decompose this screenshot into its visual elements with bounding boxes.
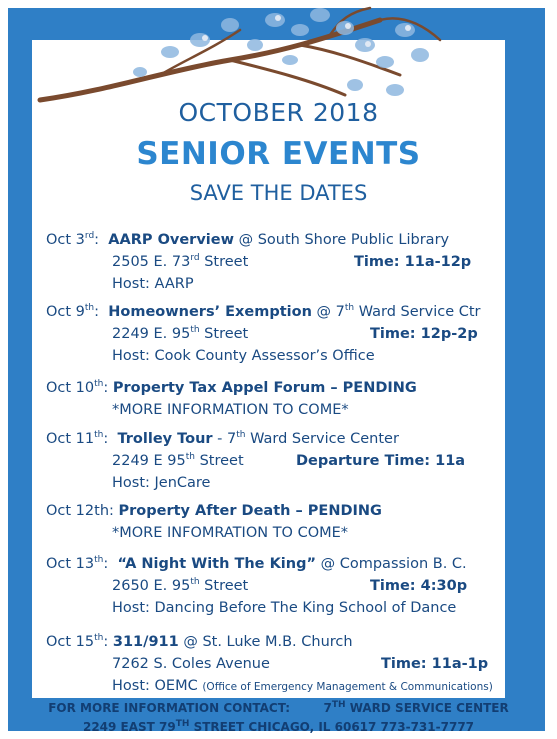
header-month: OCTOBER 2018 bbox=[178, 98, 379, 127]
event-oct-11: Oct 11th: Trolley Tour - 7th Ward Service Center 2249 E 95th Street Departure Time: 11a Host: JenCare bbox=[46, 428, 516, 494]
event-venue: St. Luke M.B. Church bbox=[202, 634, 353, 650]
event-title: 311/911 bbox=[112, 634, 179, 650]
event-time: Time: 12p-2p bbox=[370, 326, 478, 342]
event-venue: South Shore Public Library bbox=[257, 232, 450, 248]
event-host: Host: JenCare bbox=[112, 475, 211, 491]
event-oct-3: Oct 3rd: AARP Overview @ South Shore Public Library 2505 E. 73rd Street Time: 11a-12p Host: AARP bbox=[46, 229, 516, 295]
event-venue: Compassion B. C. bbox=[339, 556, 467, 572]
event-address: 2650 E. 95th Street bbox=[112, 577, 249, 594]
event-oct-9: Oct 9th: Homeowners’ Exemption @ 7th Ward Service Ctr 2249 E. 95th Street Time: 12p-2p Host: Cook County Assessor’s Office bbox=[46, 301, 516, 367]
event-address: 7262 S. Coles Avenue bbox=[112, 656, 270, 672]
event-host: Host: Cook County Assessor’s Office bbox=[112, 348, 375, 364]
event-time: Time: 11a-12p bbox=[354, 254, 472, 270]
event-title: Trolley Tour bbox=[117, 431, 213, 447]
event-oct-13: Oct 13th: “A Night With The King” @ Compassion B. C. 2650 E. 95th Street Time: 4:30p Host: Dancing Before The King School of Dance bbox=[46, 553, 516, 619]
event-title: “A Night With The King” bbox=[117, 556, 317, 572]
event-oct-15: Oct 15th: 311/911 @ St. Luke M.B. Church 7262 S. Coles Avenue Time: 11a-1p Host: OEMC (Office of Emergency Management & Communications) bbox=[46, 631, 516, 697]
event-address: 2249 E 95th Street bbox=[112, 452, 244, 469]
footer-address: 2249 EAST 79TH STREET CHICAGO, IL 60617 773-731-7777 bbox=[82, 719, 475, 734]
event-note: *MORE INFOMRATION TO COME* bbox=[112, 525, 349, 541]
header-subtitle: SAVE THE DATES bbox=[189, 181, 368, 205]
event-note: *MORE INFORMATION TO COME* bbox=[112, 402, 349, 418]
event-title: Homeowners’ Exemption bbox=[108, 304, 312, 320]
footer-contact-label: FOR MORE INFORMATION CONTACT: bbox=[48, 701, 291, 715]
event-time: Time: 11a-1p bbox=[381, 656, 489, 672]
event-date: Oct 3 bbox=[46, 232, 85, 248]
event-address: 2249 E. 95th Street bbox=[112, 325, 249, 342]
event-title: AARP Overview bbox=[108, 232, 234, 248]
event-address: 2505 E. 73rd Street bbox=[112, 253, 249, 270]
event-host: Host: Dancing Before The King School of Dance bbox=[112, 600, 457, 616]
event-host: Host: AARP bbox=[112, 276, 194, 292]
event-oct-10: Oct 10th: Property Tax Appel Forum – PENDING *MORE INFORMATION TO COME* bbox=[46, 377, 516, 421]
footer-org: 7TH WARD SERVICE CENTER bbox=[323, 700, 509, 715]
event-oct-12: Oct 12th: Property After Death – PENDING *MORE INFOMRATION TO COME* bbox=[46, 500, 516, 544]
header-title: SENIOR EVENTS bbox=[136, 136, 421, 172]
event-time: Departure Time: 11a bbox=[296, 453, 466, 469]
footer-contact bbox=[0, 701, 557, 715]
event-title: Property After Death – PENDING bbox=[118, 503, 382, 519]
event-host: Host: OEMC (Office of Emergency Management & Communications) bbox=[112, 678, 493, 694]
event-venue: 7th Ward Service Ctr bbox=[335, 303, 481, 320]
event-title: Property Tax Appel Forum – PENDING bbox=[112, 380, 417, 396]
event-time: Time: 4:30p bbox=[370, 578, 468, 594]
event-venue: 7th Ward Service Center bbox=[227, 430, 399, 447]
